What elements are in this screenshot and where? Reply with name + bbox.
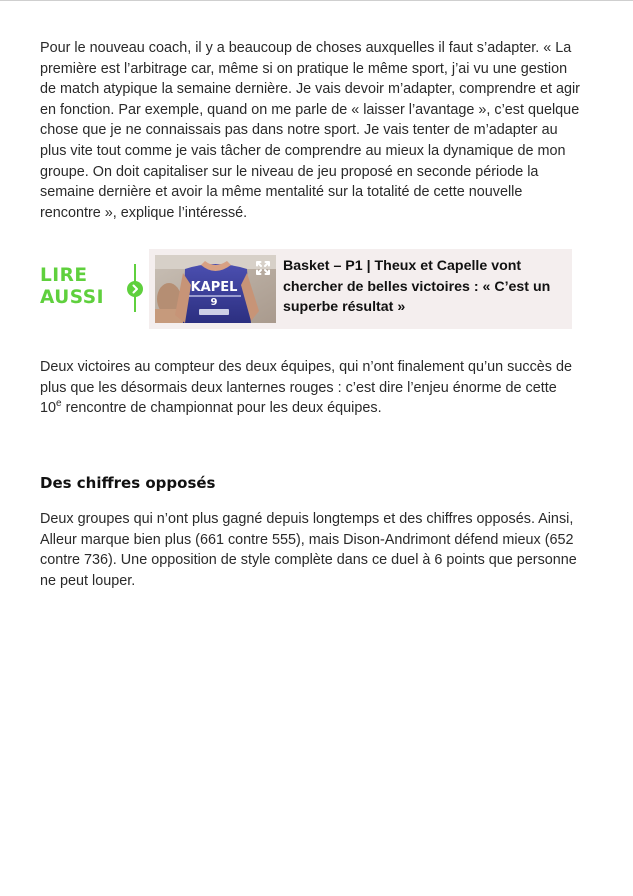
section-heading: Des chiffres opposés	[40, 474, 216, 492]
lire-aussi-label-line1: LIRE	[40, 265, 88, 286]
lire-aussi-block[interactable]	[40, 249, 572, 331]
lire-aussi-label-line2: AUSSI	[40, 287, 104, 308]
related-article-card[interactable]	[149, 249, 572, 329]
thumbnail-jersey-text: KAPEL	[190, 280, 238, 295]
thumbnail-jersey-number: 9	[210, 297, 218, 308]
top-divider	[0, 0, 633, 1]
related-article-title[interactable]: Basket – P1 | Theux et Capelle vont chercher de belles victoires : « C’est un superbe résultat »	[283, 258, 551, 315]
ordinal-suffix: e	[56, 398, 62, 410]
expand-icon	[254, 259, 272, 277]
related-article-thumbnail[interactable]	[155, 255, 276, 323]
paragraph-coach-quote: Pour le nouveau coach, il y a beaucoup de choses auxquelles il faut s’adapter. « La première est l’arbitrage car, même si on pratique le même sport, j’ai vu une gestion de match atypique la semaine dernière. Je vais devoir m’adapter, comprendre et agir en fonction. Par exemple, quand on me parle de « laisser l’avantage », c’est quelque chose que je ne connaissais pas dans notre sport. Je vais tenter de m’adapter au plus vite tout comme je vais tâcher de comprendre au mieux la dynamique de mon groupe. On doit capitaliser sur le niveau de jeu proposé en seconde période la semaine dernière et avoir la même mentalité sur la totalité de cette nouvelle rencontre », explique l’intéressé.	[40, 40, 580, 221]
paragraph-stakes	[40, 357, 580, 419]
paragraph-stakes-part2: rencontre de championnat pour les deux équipes.	[61, 400, 382, 417]
chevron-right-icon[interactable]	[127, 281, 143, 297]
paragraph-stakes-part1: Deux victoires au compteur des deux équipes, qui n’ont finalement qu’un succès de plus que les désormais deux lanternes rouges : c’est dire l’enjeu énorme de cette 10	[40, 359, 572, 417]
lire-aussi-label	[40, 265, 104, 309]
paragraph-stats: Deux groupes qui n’ont plus gagné depuis longtemps et des chiffres opposés. Ainsi, Alleur marque bien plus (661 contre 555), mais Dison-Andrimont défend mieux (652 contre 736). Une opposition de style complète dans ce duel à 6 points que personne ne peut louper.	[40, 511, 577, 589]
